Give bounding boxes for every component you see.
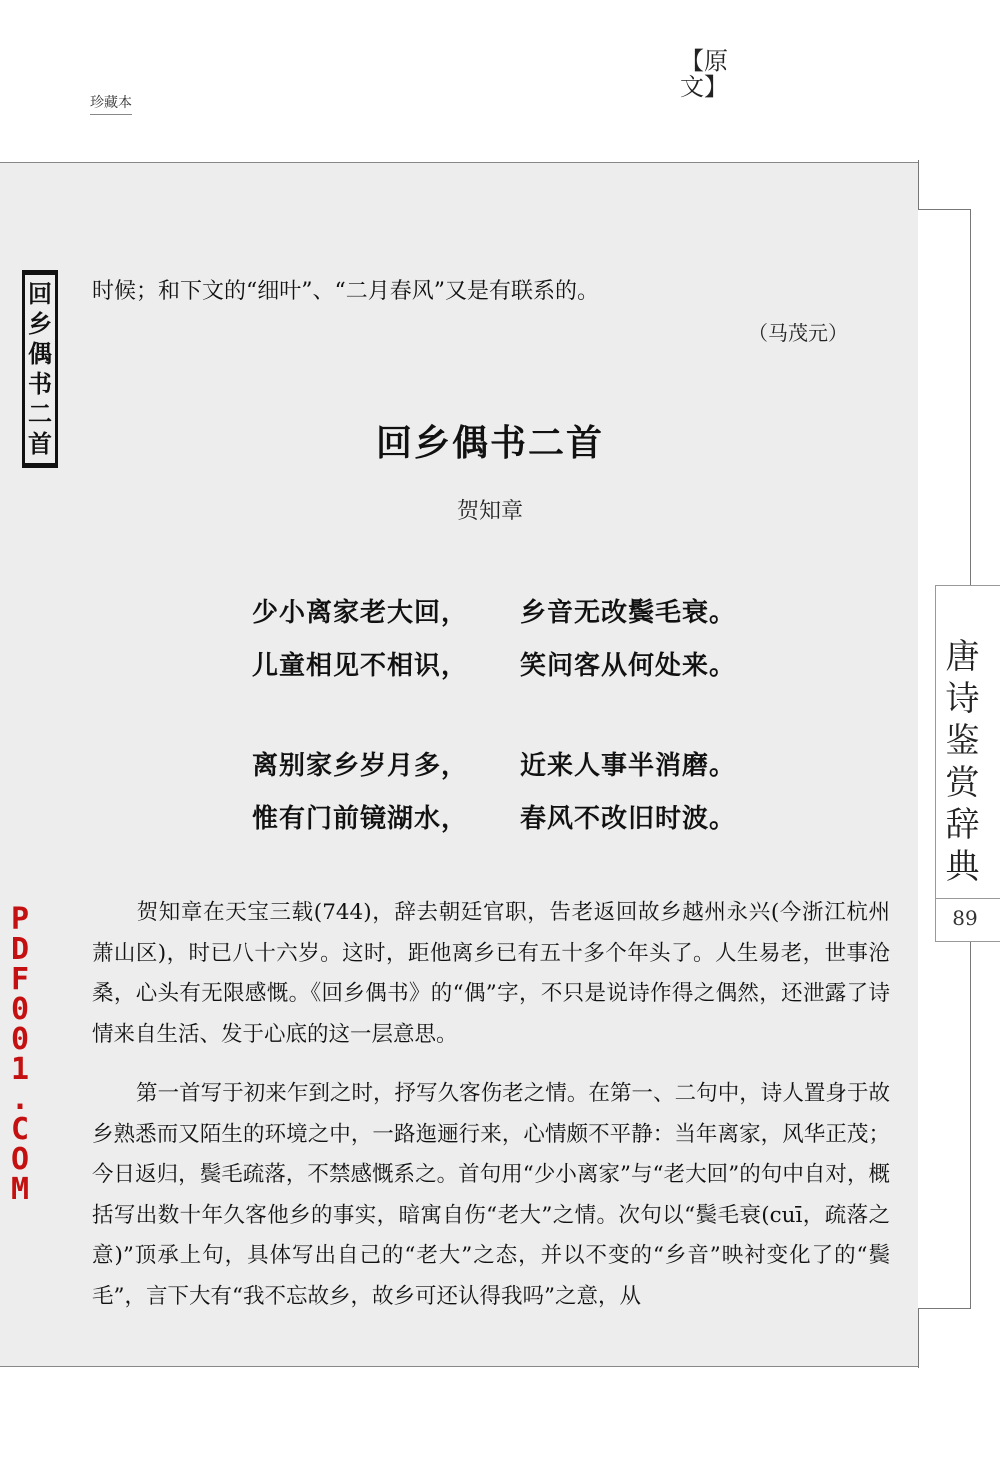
poem-line: 春风不改旧时波。 (520, 804, 737, 834)
tab-divider (935, 898, 1000, 899)
poem-line: 离别家乡岁月多， (252, 751, 469, 781)
section-tab-char: 偶 (28, 339, 52, 368)
watermark-char: O (10, 1142, 30, 1177)
watermark-char: D (10, 932, 30, 967)
edition-label: 珍藏本 (90, 92, 132, 115)
book-title: 唐诗鉴赏辞典 (945, 637, 980, 887)
poem-title: 回乡偶书二首 (375, 422, 604, 464)
page-number: 89 (952, 906, 978, 930)
section-tab-char: 首 (28, 429, 52, 458)
watermark-char: 0 (10, 992, 30, 1027)
poem-line: 少小离家老大回， (252, 598, 469, 628)
poem-line: 乡音无改鬓毛衰。 (520, 598, 737, 628)
section-tab-char: 乡 (28, 309, 52, 338)
previous-author-credit: （马茂元） (748, 321, 848, 345)
frame-line (918, 209, 970, 210)
section-tab-char: 书 (28, 369, 52, 398)
watermark-char: 1 (10, 1052, 30, 1087)
watermark-char: . (10, 1082, 30, 1117)
frame-line (918, 1308, 919, 1368)
watermark-char: F (10, 962, 30, 997)
frame-line (918, 1308, 971, 1309)
frame-line (970, 209, 971, 585)
frame-line (918, 160, 919, 210)
commentary-paragraph: 第一首写于初来乍到之时，抒写久客伤老之情。在第一、二句中，诗人置身于故乡熟悉而又陌生的环境之中，一路迤逦行来，心情颇不平静：当年离家，风华正茂；今日返归，鬓毛疏落，不禁感慨系之。首句用“少小离家”与“老大回”的句中自对，概括写出数十年久客他乡的事实，暗寓自伤“老大”之情。次句以“鬓毛衰(cuī，疏落之意)”顶承上句，具体写出自己的“老大”之态，并以不变的“乡音”映衬变化了的“鬓毛”，言下大有“我不忘故乡，故乡可还认得我吗”之意，从 (92, 1081, 890, 1309)
section-tab-char: 回 (28, 279, 52, 308)
commentary-paragraph: 贺知章在天宝三载(744)，辞去朝廷官职，告老返回故乡越州永兴(今浙江杭州萧山区)，时已八十六岁。这时，距他离乡已有五十多个年头了。人生易老，世事沧桑，心头有无限感慨。《回乡偶书》的“偶”字，不只是说诗作得之偶然，还泄露了诗情来自生活、发于心底的这一层意思。 (92, 900, 890, 1047)
poem-author: 贺知章 (456, 499, 523, 524)
poem-line: 笑问客从何处来。 (520, 651, 737, 681)
watermark-char: 0 (10, 1022, 30, 1057)
frame-line (970, 942, 971, 1308)
watermark-char: P (10, 902, 30, 937)
poem-line: 儿童相见不相识， (252, 651, 469, 681)
previous-text-tail: 时候；和下文的“细叶”、“二月春风”又是有联系的。 (92, 279, 599, 304)
watermark (0, 902, 40, 1207)
poem-line: 近来人事半消磨。 (520, 751, 737, 781)
section-marker: 【原文】 (680, 47, 728, 102)
watermark-char: M (10, 1172, 30, 1207)
poem-line: 惟有门前镜湖水， (252, 804, 469, 834)
watermark-char: C (10, 1112, 30, 1147)
section-tab-char: 二 (28, 399, 52, 428)
